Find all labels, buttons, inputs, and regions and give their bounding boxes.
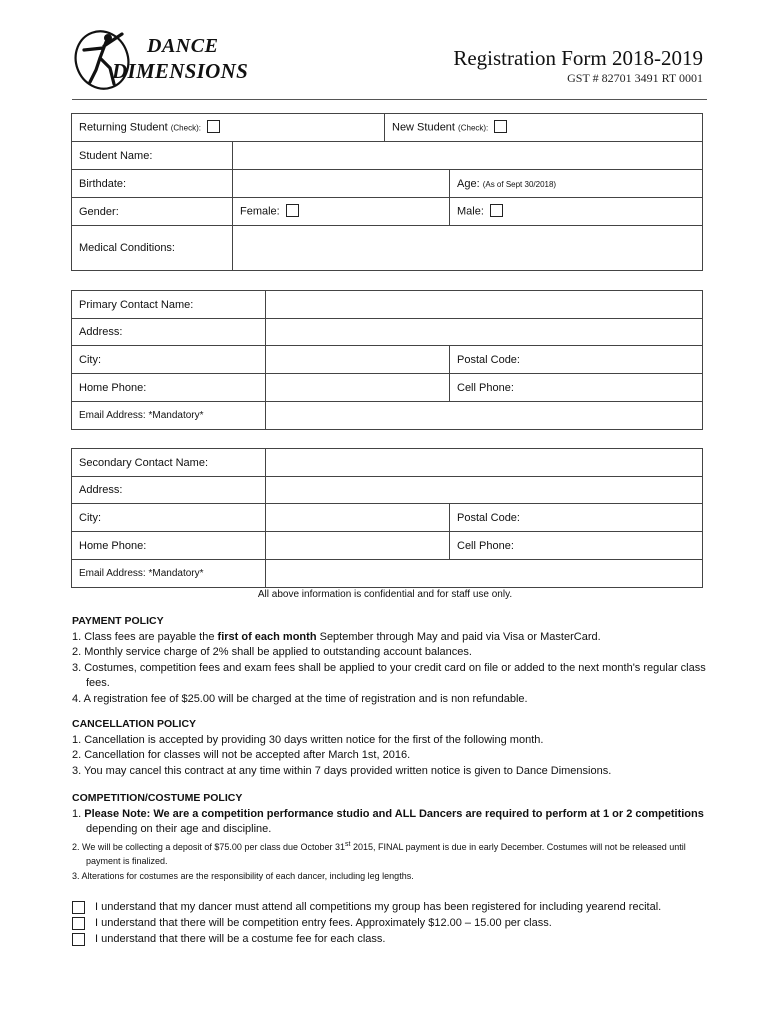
acknowledgement-item bbox=[72, 899, 722, 915]
primary-contact-table bbox=[71, 290, 703, 430]
payment-policy bbox=[72, 614, 712, 707]
acknowledgement-checkbox[interactable] bbox=[72, 933, 85, 946]
primary-address-label: Address: bbox=[72, 319, 266, 346]
age-label: Age: bbox=[457, 177, 480, 190]
female-checkbox[interactable] bbox=[286, 204, 299, 217]
secondary-name-label: Secondary Contact Name: bbox=[72, 449, 266, 477]
birthdate-label: Birthdate: bbox=[72, 170, 233, 198]
form-title: Registration Form 2018-2019 bbox=[453, 46, 703, 70]
acknowledgement-item bbox=[72, 915, 722, 931]
logo bbox=[70, 24, 270, 94]
student-name-field[interactable] bbox=[233, 142, 703, 170]
cancellation-item-2: 2. Cancellation for classes will not be accepted after March 1st, 2016. bbox=[72, 749, 411, 761]
birthdate-field[interactable] bbox=[233, 170, 450, 198]
medical-conditions-field[interactable] bbox=[233, 226, 703, 271]
primary-email-field[interactable] bbox=[266, 402, 703, 430]
primary-name-field[interactable] bbox=[266, 291, 703, 319]
male-checkbox[interactable] bbox=[490, 204, 503, 217]
payment-item-1: 1. Class fees are payable the first of each month September through May and paid via Visa or MasterCard. bbox=[72, 630, 601, 643]
payment-item-2: 2. Monthly service charge of 2% shall be applied to outstanding account balances. bbox=[72, 646, 472, 658]
acknowledgement-checkbox[interactable] bbox=[72, 901, 85, 914]
secondary-address-field[interactable] bbox=[266, 477, 703, 504]
secondary-home-phone-field[interactable] bbox=[266, 532, 450, 560]
new-student-label: New Student bbox=[392, 121, 455, 134]
competition-policy-heading: COMPETITION/COSTUME POLICY bbox=[72, 792, 243, 804]
secondary-address-label: Address: bbox=[72, 477, 266, 504]
primary-city-label: City: bbox=[72, 346, 266, 374]
secondary-home-phone-label: Home Phone: bbox=[72, 532, 266, 560]
female-cell bbox=[233, 198, 450, 226]
returning-student-label: Returning Student bbox=[79, 121, 168, 134]
new-student-checkbox[interactable] bbox=[494, 120, 507, 133]
payment-item-4: 4. A registration fee of $25.00 will be charged at the time of registration and is non refundable. bbox=[72, 692, 528, 705]
acknowledgement-item bbox=[72, 931, 722, 947]
secondary-email-label: Email Address: *Mandatory* bbox=[72, 560, 266, 588]
confidential-note: All above information is confidential and for staff use only. bbox=[257, 589, 513, 600]
primary-cell-phone-label: Cell Phone: bbox=[457, 381, 514, 394]
competition-item-3: 3. Alterations for costumes are the responsibility of each dancer, including leg lengths. bbox=[72, 870, 414, 881]
acknowledgement-checkbox[interactable] bbox=[72, 917, 85, 930]
payment-policy-heading: PAYMENT POLICY bbox=[72, 615, 164, 627]
age-field[interactable] bbox=[450, 170, 703, 198]
competition-item-1: 1. Please Note: We are a competition performance studio and ALL Dancers are required to perform at 1 or 2 competitions depending on their age and discipline. bbox=[72, 807, 704, 835]
cancellation-item-1: 1. Cancellation is accepted by providing 30 days written notice for the first of the following month. bbox=[72, 733, 544, 746]
gender-label: Gender: bbox=[72, 198, 233, 226]
cancellation-policy bbox=[72, 717, 712, 779]
competition-policy bbox=[72, 791, 712, 883]
primary-email-label: Email Address: *Mandatory* bbox=[72, 402, 266, 430]
secondary-cell-phone-label: Cell Phone: bbox=[457, 539, 514, 552]
secondary-postal-label: Postal Code: bbox=[457, 511, 520, 524]
primary-name-label: Primary Contact Name: bbox=[72, 291, 266, 319]
acknowledgement-list bbox=[72, 899, 722, 947]
male-cell bbox=[450, 198, 703, 226]
payment-item-3: 3. Costumes, competition fees and exam fees shall be applied to your credit card on file or added to the next month's regular class fees. bbox=[72, 661, 706, 689]
acknowledgement-text: I understand that there will be a costume fee for each class. bbox=[95, 933, 386, 945]
logo-text-dance: DANCE bbox=[147, 35, 219, 57]
secondary-city-label: City: bbox=[72, 504, 266, 532]
returning-student-note: (Check): bbox=[170, 123, 201, 133]
male-label: Male: bbox=[457, 205, 484, 218]
new-student-cell bbox=[385, 114, 703, 142]
student-info-table bbox=[71, 113, 703, 271]
primary-cell-phone-field[interactable] bbox=[450, 374, 703, 402]
returning-student-cell bbox=[72, 114, 385, 142]
new-student-note: (Check): bbox=[458, 123, 489, 133]
cancellation-item-3: 3. You may cancel this contract at any time within 7 days provided written notice is given to Dance Dimensions. bbox=[72, 764, 612, 777]
cancellation-policy-heading: CANCELLATION POLICY bbox=[72, 718, 197, 730]
primary-address-field[interactable] bbox=[266, 319, 703, 346]
age-note: (As of Sept 30/2018) bbox=[482, 179, 557, 189]
acknowledgement-text: I understand that my dancer must attend all competitions my group has been registered for including yearend recital. bbox=[95, 901, 662, 913]
primary-postal-field[interactable] bbox=[450, 346, 703, 374]
medical-conditions-label: Medical Conditions: bbox=[72, 226, 233, 271]
secondary-city-field[interactable] bbox=[266, 504, 450, 532]
student-name-label: Student Name: bbox=[72, 142, 233, 170]
secondary-name-field[interactable] bbox=[266, 449, 703, 477]
competition-item-2: 2. We will be collecting a deposit of $75.00 per class due October 31st 2015, FINAL payment is due in early December. Costumes will not be released until payment is finalized. bbox=[72, 840, 686, 866]
secondary-cell-phone-field[interactable] bbox=[450, 532, 703, 560]
female-label: Female: bbox=[240, 205, 280, 218]
header-divider bbox=[72, 99, 707, 100]
primary-postal-label: Postal Code: bbox=[457, 353, 520, 366]
acknowledgement-text: I understand that there will be competition entry fees. Approximately $12.00 – 15.00 per class. bbox=[95, 917, 552, 929]
returning-student-checkbox[interactable] bbox=[207, 120, 220, 133]
gst-number: GST # 82701 3491 RT 0001 bbox=[567, 71, 703, 85]
primary-city-field[interactable] bbox=[266, 346, 450, 374]
secondary-contact-table bbox=[71, 448, 703, 588]
primary-home-phone-label: Home Phone: bbox=[72, 374, 266, 402]
secondary-email-field[interactable] bbox=[266, 560, 703, 588]
logo-text-dimensions: DIMENSIONS bbox=[112, 59, 249, 83]
primary-home-phone-field[interactable] bbox=[266, 374, 450, 402]
secondary-postal-field[interactable] bbox=[450, 504, 703, 532]
